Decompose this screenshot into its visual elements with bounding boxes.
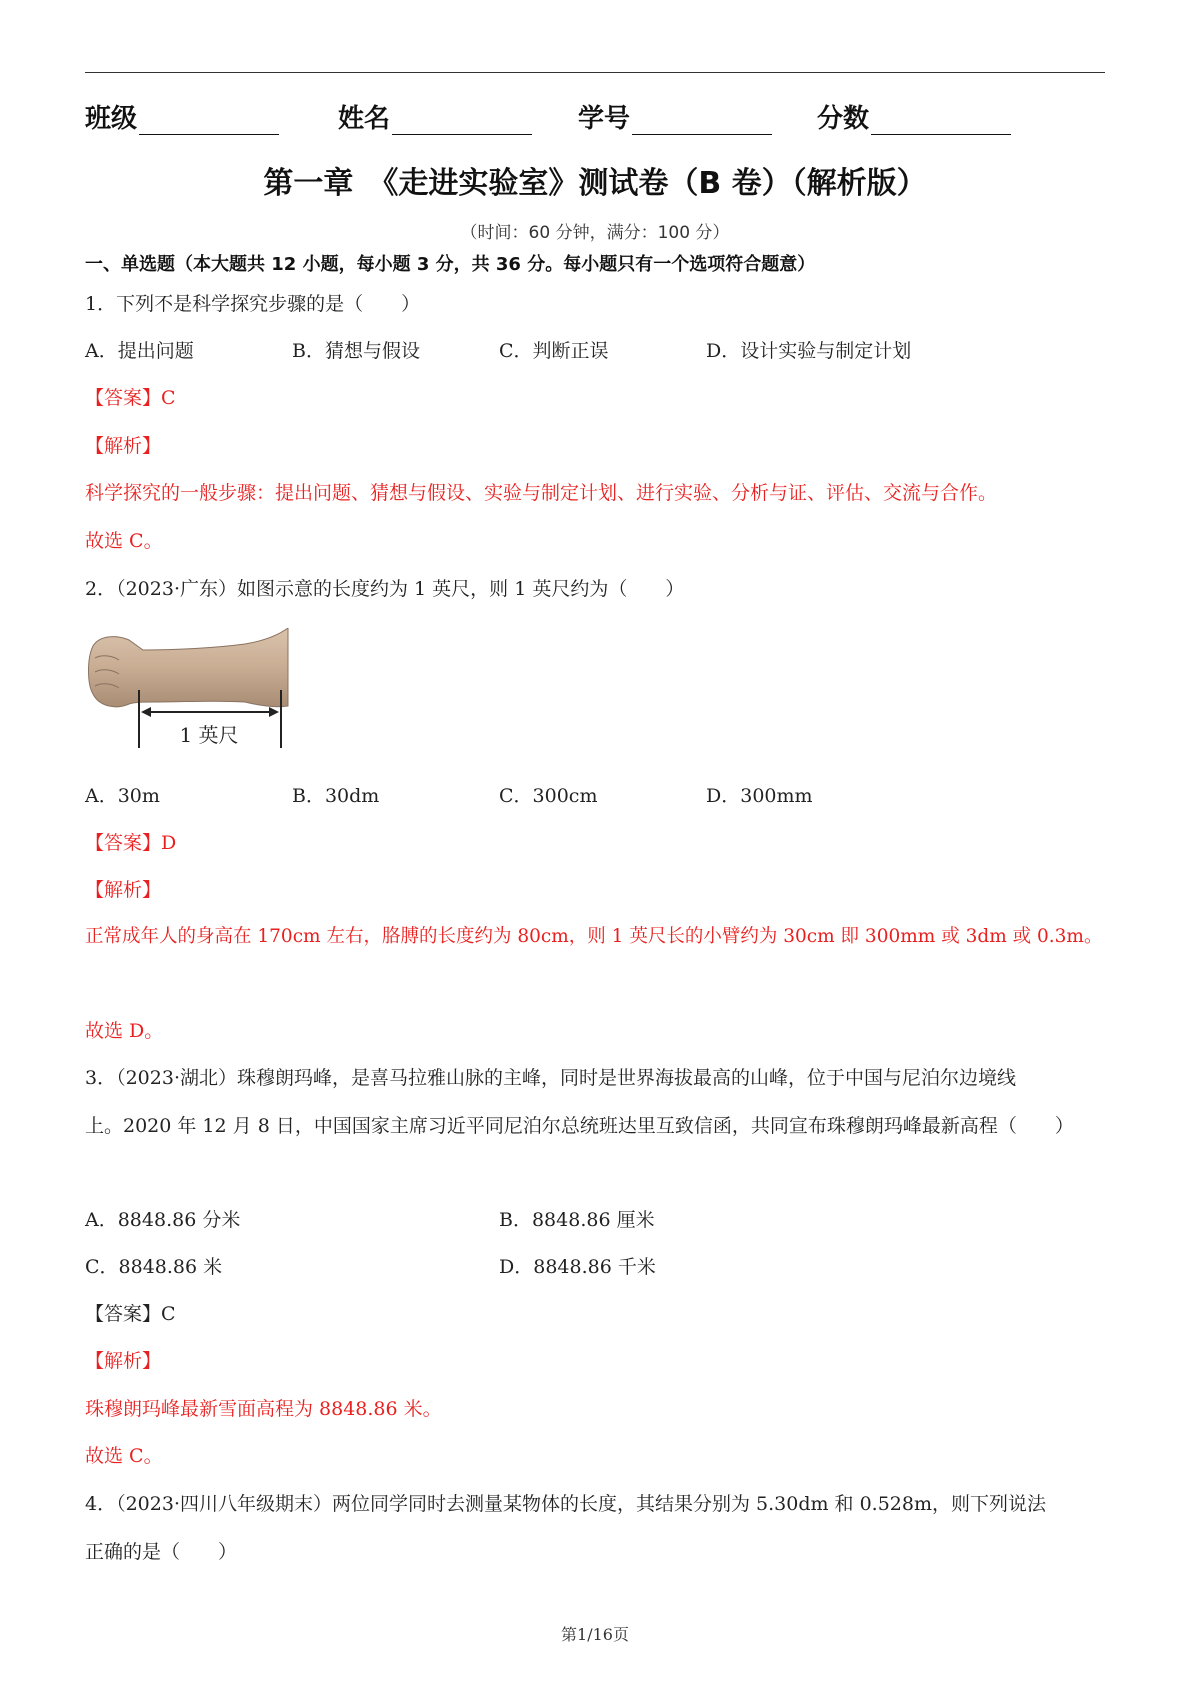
- q3-analysis-label: 【解析】: [85, 1350, 162, 1372]
- q4-stem-line1: 4．（2023·四川八年级期末）两位同学同时去测量某物体的长度，其结果分别为 5.30dm 和 0.528m，则下列说法: [85, 1493, 1046, 1515]
- measure-arrow-right: [269, 707, 279, 717]
- q2-conclusion: 故选 D。: [85, 1020, 164, 1042]
- q1-option-a: A．提出问题: [85, 340, 194, 362]
- q3-option-a: A．8848.86 分米: [85, 1209, 241, 1231]
- class-label: 班级: [85, 104, 138, 134]
- q3-option-c: C．8848.86 米: [85, 1256, 223, 1278]
- forearm-image: [89, 628, 289, 707]
- score-label: 分数: [817, 104, 870, 134]
- q1-analysis: 科学探究的一般步骤：提出问题、猜想与假设、实验与制定计划、进行实验、分析与证、评估、交流与合作。: [85, 482, 998, 504]
- q3-option-d: D．8848.86 千米: [499, 1256, 656, 1278]
- q2-option-b: B．30dm: [292, 785, 380, 807]
- top-rule: [85, 72, 1105, 73]
- student-id-field[interactable]: [578, 98, 772, 135]
- page-title: 第一章 《走进实验室》测试卷（B 卷）（解析版）: [263, 166, 927, 201]
- q3-answer: 【答案】C: [85, 1303, 176, 1325]
- q1-analysis-label: 【解析】: [85, 435, 162, 457]
- q2-option-c: C．300cm: [499, 785, 598, 807]
- q3-stem-line2: 上。2020 年 12 月 8 日，中国国家主席习近平同尼泊尔总统班达里互致信函，共同宣布珠穆朗玛峰最新高程（ ）: [85, 1115, 1074, 1137]
- q2-stem: 2．（2023·广东）如图示意的长度约为 1 英尺，则 1 英尺约为（ ）: [85, 578, 685, 600]
- name-label: 姓名: [338, 104, 391, 134]
- q2-option-a: A．30m: [85, 785, 160, 807]
- figure-label: 1 英尺: [179, 723, 239, 747]
- measure-arrow-left: [141, 707, 151, 717]
- q1-stem: 1．下列不是科学探究步骤的是（ ）: [85, 293, 421, 315]
- class-blank[interactable]: [139, 106, 279, 135]
- score-field[interactable]: [817, 98, 1011, 135]
- q1-option-b: B．猜想与假设: [292, 340, 420, 362]
- page-subtitle: （时间：60 分钟，满分：100 分）: [460, 223, 730, 243]
- q1-conclusion: 故选 C。: [85, 530, 163, 552]
- forearm-figure: [85, 628, 291, 750]
- q3-option-b: B．8848.86 厘米: [499, 1209, 655, 1231]
- class-field[interactable]: [85, 98, 279, 135]
- q1-answer: 【答案】C: [85, 387, 176, 409]
- student-info-row: [85, 98, 1105, 138]
- section-title: 一、单选题（本大题共 12 小题，每小题 3 分，共 36 分。每小题只有一个选项符合题意）: [85, 254, 816, 275]
- score-blank[interactable]: [871, 106, 1011, 135]
- student-id-blank[interactable]: [632, 106, 772, 135]
- name-blank[interactable]: [392, 106, 532, 135]
- q2-analysis-label: 【解析】: [85, 879, 162, 901]
- q1-option-d: D．设计实验与制定计划: [706, 340, 912, 362]
- q3-stem-line1: 3．（2023·湖北）珠穆朗玛峰，是喜马拉雅山脉的主峰，同时是世界海拔最高的山峰，位于中国与尼泊尔边境线: [85, 1067, 1016, 1089]
- student-id-label: 学号: [578, 104, 631, 134]
- q2-option-d: D．300mm: [706, 785, 813, 807]
- q4-stem-line2: 正确的是（ ）: [85, 1541, 238, 1563]
- q2-analysis: 正常成年人的身高在 170cm 左右，胳膊的长度约为 80cm，则 1 英尺长的小臂约为 30cm 即 300mm 或 3dm 或 0.3m。: [85, 926, 1103, 947]
- name-field[interactable]: [338, 98, 532, 135]
- page-number: 第1/16页: [561, 1625, 629, 1644]
- q3-conclusion: 故选 C。: [85, 1445, 163, 1467]
- q1-option-c: C．判断正误: [499, 340, 609, 362]
- q3-analysis: 珠穆朗玛峰最新雪面高程为 8848.86 米。: [85, 1398, 442, 1420]
- q2-answer: 【答案】D: [85, 832, 177, 854]
